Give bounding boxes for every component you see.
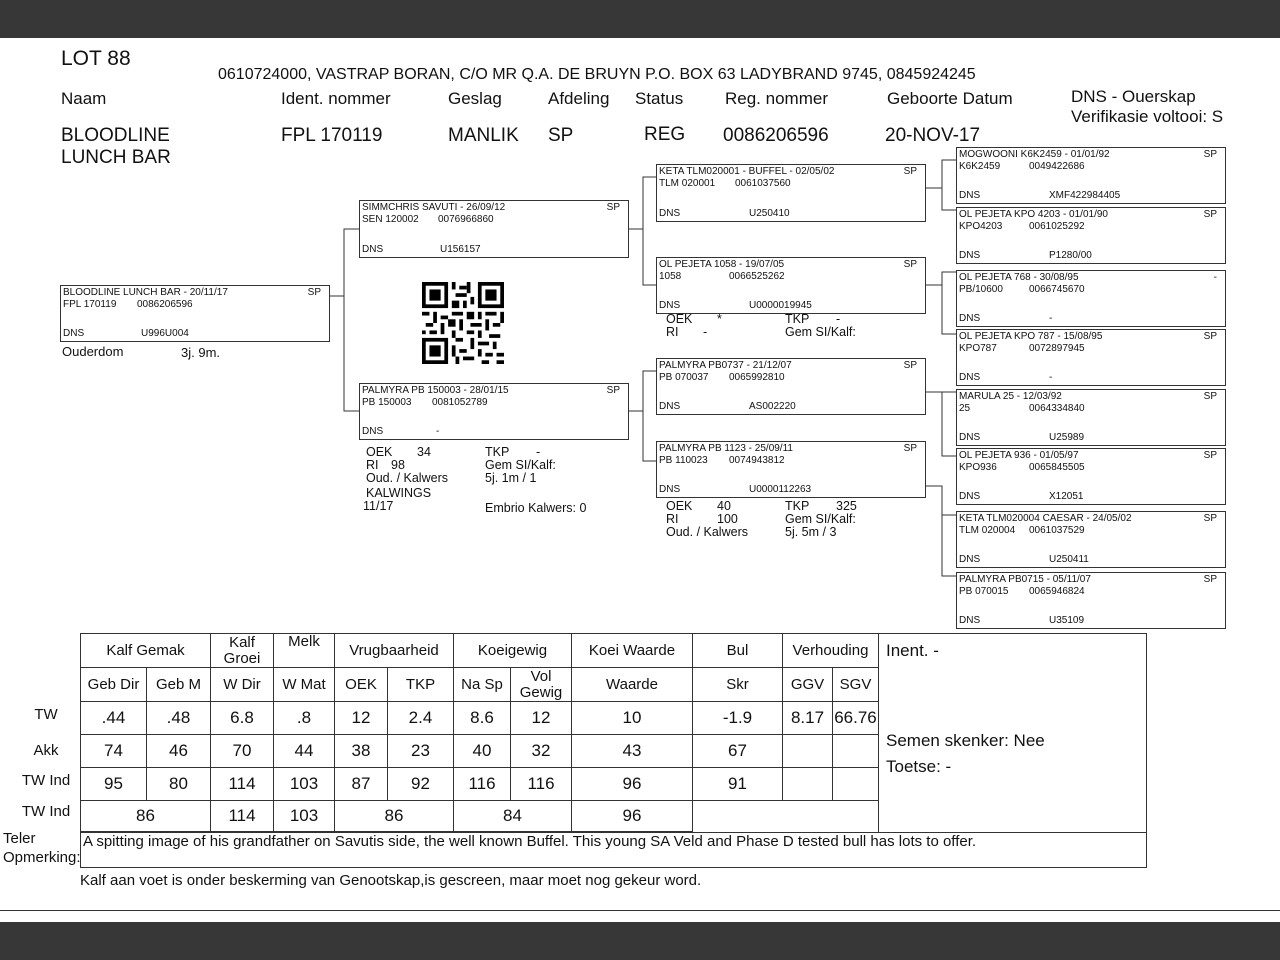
- pedigree-sire-dam: OL PEJETA 1058 - 19/07/05 SP 1058 0066525262 DNS U0000019945: [656, 257, 926, 314]
- side-toetse: Toetse: -: [886, 757, 952, 776]
- twind2-kalf-gemak: 86: [81, 801, 211, 832]
- akk-cell: 38: [335, 735, 388, 768]
- twind-cell: [833, 768, 879, 801]
- group-kalf-groei: Kalf Groei: [211, 634, 274, 668]
- dam-gem: Gem SI/Kalf:: [485, 458, 556, 472]
- header-reg: Reg. nommer: [725, 89, 828, 108]
- pedigree-dam-sire: PALMYRA PB0737 - 21/12/07 SP PB 070037 0065992810 DNS AS002220: [656, 358, 926, 415]
- sd-gem: Gem SI/Kalf:: [785, 325, 856, 339]
- header-naam: Naam: [61, 89, 107, 108]
- remark-label-teler: Teler: [3, 830, 36, 847]
- header-geslag: Geslag: [448, 89, 502, 108]
- col-waarde: Waarde: [572, 668, 693, 702]
- group-bul: Bul: [693, 634, 783, 668]
- tw-cell: 6.8: [211, 702, 274, 735]
- group-kalf-gemak: Kalf Gemak: [81, 634, 211, 668]
- side-inent: Inent. -: [886, 641, 939, 660]
- twind2-koei-waarde: 96: [572, 801, 693, 832]
- header-verifikasie: Verifikasie voltooi: S: [1071, 107, 1224, 126]
- twind-cell: 87: [335, 768, 388, 801]
- dd-tkp-val: 325: [836, 499, 857, 513]
- dd-oud-val: 5j. 5m / 3: [785, 525, 837, 539]
- tw-cell: 2.4: [388, 702, 454, 735]
- pedigree-dam-dam: PALMYRA PB 1123 - 25/09/11 SP PB 110023 0074943812 DNS U0000112263: [656, 441, 926, 498]
- akk-cell: 43: [572, 735, 693, 768]
- animal-name-1: BLOODLINE: [61, 125, 170, 146]
- dam-oek: OEK: [366, 445, 393, 459]
- dam-tkp: TKP: [485, 445, 510, 459]
- dam-oud: Oud. / Kalwers: [366, 471, 448, 485]
- akk-cell: 23: [388, 735, 454, 768]
- header-ident: Ident. nommer: [281, 89, 391, 108]
- tw-cell: 12: [511, 702, 572, 735]
- dd-tkp: TKP: [785, 499, 810, 513]
- dam-ri-val: 98: [391, 458, 405, 472]
- header-afdeling: Afdeling: [548, 89, 610, 108]
- col-skr: Skr: [693, 668, 783, 702]
- twind-cell: 91: [693, 768, 783, 801]
- ebv-table: [80, 633, 879, 832]
- group-vrugbaarheid: Vrugbaarheid: [335, 634, 454, 668]
- pedigree-gg-3: OL PEJETA 768 - 30/08/95 - PB/10600 0066745670 DNS -: [956, 270, 1226, 327]
- dam-kalwings: KALWINGS: [366, 486, 432, 500]
- age-value: 3j. 9m.: [181, 345, 221, 360]
- dam-ri: RI: [366, 458, 379, 472]
- animal-geslag: MANLIK: [448, 125, 519, 146]
- col-vol-gewig: Vol Gewig: [511, 668, 572, 702]
- akk-cell: 70: [211, 735, 274, 768]
- row-label-akk: Akk: [33, 742, 59, 759]
- sd-ri-val: -: [703, 325, 708, 339]
- dam-tkp-val: -: [536, 445, 541, 459]
- sd-oek-val: *: [717, 312, 722, 326]
- pedigree-subject: BLOODLINE LUNCH BAR - 20/11/17 SP FPL 170119 0086206596 DNS U996U004: [60, 285, 330, 342]
- col-tkp: TKP: [388, 668, 454, 702]
- twind-cell: 95: [81, 768, 147, 801]
- tw-cell: .44: [81, 702, 147, 735]
- twind-cell: 80: [147, 768, 211, 801]
- twind2-melk: 103: [274, 801, 335, 832]
- twind2-koeigewig: 84: [454, 801, 572, 832]
- animal-afdeling: SP: [548, 125, 574, 146]
- sd-oek: OEK: [666, 312, 693, 326]
- col-w-mat: W Mat: [274, 668, 335, 702]
- remark-label-opmerking: Opmerking:: [3, 849, 81, 866]
- group-melk: Melk: [274, 634, 335, 668]
- tw-cell: 12: [335, 702, 388, 735]
- col-geb-dir: Geb Dir: [81, 668, 147, 702]
- twind-cell: 116: [511, 768, 572, 801]
- animal-reg: 0086206596: [723, 125, 829, 146]
- header-geboorte: Geboorte Datum: [887, 89, 1013, 108]
- twind2-vrugbaarheid: 86: [335, 801, 454, 832]
- footer-note: Kalf aan voet is onder beskerming van Genootskap,is gescreen, maar moet nog gekeur word.: [80, 872, 702, 889]
- twind-cell: 103: [274, 768, 335, 801]
- remark-text: A spitting image of his grandfather on Savutis side, the well known Buffel. This young SA Veld and Phase D tested bull has lots to offer.: [83, 833, 977, 850]
- animal-status: REG: [644, 124, 686, 145]
- col-oek: OEK: [335, 668, 388, 702]
- twind2-empty: [783, 801, 879, 832]
- header-status: Status: [635, 89, 684, 108]
- twind2-kalf-groei: 114: [211, 801, 274, 832]
- lot-number: LOT 88: [61, 47, 131, 70]
- tw-cell: 8.6: [454, 702, 511, 735]
- row-label-twind-2: TW Ind: [21, 803, 71, 820]
- col-geb-m: Geb M: [147, 668, 211, 702]
- tw-cell: -1.9: [693, 702, 783, 735]
- col-sgv: SGV: [833, 668, 879, 702]
- akk-cell: [783, 735, 833, 768]
- akk-cell: 67: [693, 735, 783, 768]
- dd-oud: Oud. / Kalwers: [666, 525, 748, 539]
- sd-ri: RI: [666, 325, 679, 339]
- col-w-dir: W Dir: [211, 668, 274, 702]
- akk-cell: 44: [274, 735, 335, 768]
- twind-cell: 92: [388, 768, 454, 801]
- dd-oek: OEK: [666, 499, 693, 513]
- dam-kalwings-val: 11/17: [363, 499, 394, 513]
- dd-oek-val: 40: [717, 499, 731, 513]
- tw-cell: 8.17: [783, 702, 833, 735]
- age-label: Ouderdom: [62, 344, 124, 359]
- dam-embrio: Embrio Kalwers: 0: [485, 501, 587, 515]
- dam-oek-val: 34: [417, 445, 431, 459]
- sd-tkp-val: -: [836, 312, 841, 326]
- dam-oud-val: 5j. 1m / 1: [485, 471, 537, 485]
- pedigree-sire: SIMMCHRIS SAVUTI - 26/09/12 SP SEN 120002 0076966860 DNS U156157: [359, 200, 629, 258]
- pedigree-gg-5: MARULA 25 - 12/03/92 SP 25 0064334840 DNS U25989: [956, 389, 1226, 446]
- tw-cell: .8: [274, 702, 335, 735]
- col-na-sp: Na Sp: [454, 668, 511, 702]
- akk-cell: [833, 735, 879, 768]
- dd-gem: Gem SI/Kalf:: [785, 512, 856, 526]
- pedigree-gg-4: OL PEJETA KPO 787 - 15/08/95 SP KPO787 0072897945 DNS -: [956, 329, 1226, 386]
- tw-cell: 10: [572, 702, 693, 735]
- owner-line: 0610724000, VASTRAP BORAN, C/O MR Q.A. DE BRUYN P.O. BOX 63 LADYBRAND 9745, 0845924245: [218, 66, 976, 83]
- animal-ident: FPL 170119: [281, 125, 383, 146]
- dd-ri-val: 100: [717, 512, 738, 526]
- twind-cell: [783, 768, 833, 801]
- pedigree-gg-6: OL PEJETA 936 - 01/05/97 SP KPO936 0065845505 DNS X12051: [956, 448, 1226, 505]
- twind-cell: 114: [211, 768, 274, 801]
- pedigree-gg-1: MOGWOONI K6K2459 - 01/01/92 SP K6K2459 0049422686 DNS XMF422984405: [956, 147, 1226, 204]
- akk-cell: 74: [81, 735, 147, 768]
- pedigree-gg-2: OL PEJETA KPO 4203 - 01/01/90 SP KPO4203 0061025292 DNS P1280/00: [956, 207, 1226, 264]
- animal-name-2: LUNCH BAR: [61, 147, 171, 168]
- dd-ri: RI: [666, 512, 679, 526]
- row-label-twind: TW Ind: [21, 772, 71, 789]
- twind-cell: 96: [572, 768, 693, 801]
- tw-cell: 66.76: [833, 702, 879, 735]
- sd-tkp: TKP: [785, 312, 810, 326]
- twind2-bul: [693, 801, 783, 832]
- side-semen: Semen skenker: Nee: [886, 731, 1045, 750]
- pedigree-gg-8: PALMYRA PB0715 - 05/11/07 SP PB 070015 0065946824 DNS U35109: [956, 572, 1226, 629]
- pedigree-gg-7: KETA TLM020004 CAESAR - 24/05/02 SP TLM 020004 0061037529 DNS U250411: [956, 511, 1226, 568]
- akk-cell: 32: [511, 735, 572, 768]
- akk-cell: 46: [147, 735, 211, 768]
- col-ggv: GGV: [783, 668, 833, 702]
- tw-cell: .48: [147, 702, 211, 735]
- group-koeigewig: Koeigewig: [454, 634, 572, 668]
- pedigree-sire-sire: KETA TLM020001 - BUFFEL - 02/05/02 SP TLM 020001 0061037560 DNS U250410: [656, 164, 926, 222]
- group-verhouding: Verhouding: [783, 634, 879, 668]
- row-label-tw: TW: [34, 706, 58, 723]
- group-koei-waarde: Koei Waarde: [572, 634, 693, 668]
- header-dns: DNS - Ouerskap: [1071, 87, 1196, 106]
- twind-cell: 116: [454, 768, 511, 801]
- pedigree-dam: PALMYRA PB 150003 - 28/01/15 SP PB 150003 0081052789 DNS -: [359, 383, 629, 440]
- akk-cell: 40: [454, 735, 511, 768]
- animal-geboorte: 20-NOV-17: [885, 125, 981, 146]
